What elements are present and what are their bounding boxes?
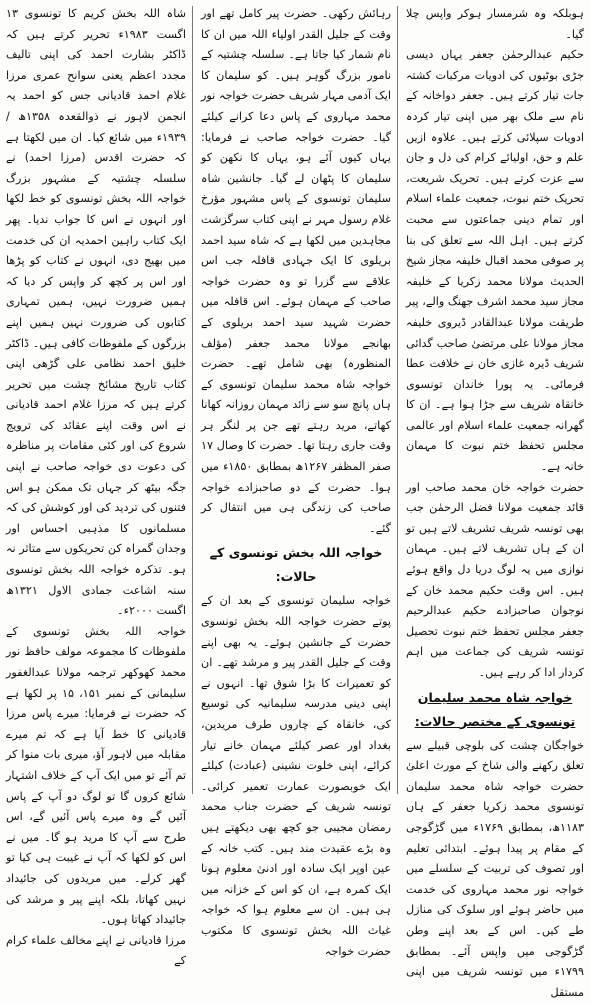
paragraph: رہائش رکھی۔ حضرت پیر کامل تھے اور وقت کے جلیل القدر اولیاء اللہ میں ان کا نام شمار کیا جاتا ہے۔ سلسلہ چشتیہ کے نامور بزرگ گوہر ہیں۔ کو سلیمان کا ایک آدمی مہار شریف حضرت خواجہ نور محمد مہاروی کے پاس دعا کرانے کیلئے گیا۔ حضرت خواجہ صاحب نے فرمایا: یہاں کیوں آئے ہو، یہاں کا نکھن کو سلیمان کا پٹھان لے گیا۔ جانشین شاہ سلیمان تونسوی کے پاس مشہور مؤرخ غلام رسول مہر نے اپنی کتاب سرگزشت مجاہدین میں لکھا ہے کہ شاہ سید احمد بریلوی کا ایک جہادی قافلہ جب اس علاقے سے گزرا تو وہ حضرت خواجہ صاحب کے مہمان ہوئے۔ اس قافلہ میں حضرت شہید سید احمد بریلوی کے بھانجے مولانا محمد جعفر (مؤلف المنظورہ) بھی شامل تھے۔ حضرت خواجہ شاہ محمد سلیمان تونسوی کے ہاں پانچ سو سے زائد مہمان روزانہ کھانا کھاتے، مرید رہتے تھے جن پر لنگر ہر وقت جاری رہتا تھا۔ حضرت کا وصال ۱۷ صفر المظفر ۱۲۶۷ھ بمطابق ۱۸۵۰ء میں ہوا۔ حضرت کے دو صاحبزادے خواجہ صاحب کی زندگی ہی میں انتقال کر گئے۔ [201, 7, 391, 535]
section-heading: خواجہ شاہ محمد سلیمان تونسوی کے مختصر حالات: [414, 689, 576, 729]
paragraph: حکیم عبدالرحمٰن جعفر یہاں دیسی جڑی بوٹیوں کی ادویات مرکبات کشتہ جات تیار کرتے ہیں۔ جعفر دواخانہ کے نام سے ملک بھر میں اپنی تیار کردہ ادویات سپلائی کرتے ہیں۔ علاوہ ازیں علم و حق، اولیائے کرام کی دل و جان سے عزت کرتے ہیں۔ تحریک شریعت، تحریک ختم نبوت، جمعیت علماء اسلام اور تمام دینی جماعتوں سے محبت کرتے ہیں۔ اہل اللہ سے تعلق کی بنا پر صوفی محمد اقبال خلیفہ مجاز شیخ الحدیث مولانا محمد زکریا کے خلیفہ مجاز سید محمد اشرف جھنگ والے، پیر طریقت مولانا عبدالقادر ڈیروی خلیفہ مجاز مولانا علی مرتضیٰ صاحب گدائی شریف ڈیرہ غازی خان نے خلافت عطا فرمائی۔ یہ پورا خاندان تونسوی خانقاہ شریف سے جڑا ہوا ہے۔ ان کا گھرانہ جمعیت علماء اسلام اور عالمی مجلس تحفظ ختم نبوت کا مہمان خانہ ہے۔ [405, 48, 584, 474]
column-divider [192, 6, 193, 794]
paragraph: مرزا قادیانی نے اپنے مخالف علماء کرام کے [6, 933, 186, 968]
paragraph: خواجگان چشت کی بلوچی قبیلے سے تعلق رکھنے والی شاخ کے مورث اعلیٰ حضرت خواجہ شاہ محمد سلیمان تونسوی محمد زکریا جعفر کے ہاں ۱۱۸۳ھ، بمطابق ۱۷۶۹ء میں گڑگوجی کے مقام پر پیدا ہوئے۔ ابتدائی تعلیم اور تصوف کی تربیت کے سلسلے میں خواجہ نور محمد مہاروی کی خدمت میں حاضر ہوئے اور سلوک کی منازل طے کیں۔ اس کے بعد اپنے وطن گڑگوجی میں واپس آئے۔ بمطابق ۱۷۹۹ء میں تونسہ شریف میں اپنی مستقل [406, 738, 584, 999]
paragraph: شاہ اللہ بخش کریم کا تونسوی ۱۳ اگست ۱۹۸۳ء تحریر کرتے ہیں کہ ڈاکٹر بشارت احمد کی اپنی تالیف مجدد اعظم یعنی سوانح عمری مرزا غلام احمد قادیانی جس کو احمد یہ انجمن لاہور نے ذوالقعدہ ۱۳۵۸ھ / ۱۹۳۹ء میں شائع کیا۔ ان میں لکھتا ہے کہ حضرت اقدس (مرزا احمد) نے سلسلہ چشتیہ کے مشہور بزرگ خواجہ اللہ بخش تونسوی کو خط لکھا اور انہوں نے اس کا جواب ندیا۔ پھر ایک کتاب راہین احمدیہ ان کی خدمت میں بھیج دی، انہوں نے کتاب کو پڑھا اور اس پر کچھ کر واپس کر دیا کہ ہمیں ضرورت نہیں، ہمیں تمہاری کتابوں کی ضرورت نہیں ہمیں اپنے بزرگوں کے ملفوظات کافی ہیں۔ ڈاکٹر خلیق احمد نظامی علی گڑھی اپنی کتاب تاریخ مشائخ چشت میں تحریر کرتے ہیں کہ مرزا غلام احمد قادیانی نے اس وقت اپنے عقائد کی ترویج شروع کی اور کئی مقامات پر مناظرہ کی دعوت دی خواجہ صاحب نے اپنی جگہ بیٹھ کر جہاں تک ممکن ہو اس فتنوں کی تردید کی اور کوشش کی کہ مسلمانوں کا مذہبی احساس اور وجدان گمراہ کن تحریکوں سے متاثر نہ ہو۔ تذکرہ خواجہ اللہ بخش تونسوی سنہ اشاعت جمادی الاول ۱۳۲۱ھ اگست ۲۰۰۰ء۔ [6, 7, 186, 618]
section-heading: خواجہ اللہ بخش تونسوی کے حالات: [209, 545, 383, 585]
column-right [405, 4, 584, 999]
column-divider [397, 6, 398, 794]
paragraph: ہوبلکہ وہ شرمسار ہوکر واپس چلا گیا۔ [406, 7, 584, 41]
column-left [6, 4, 187, 968]
column-middle [201, 4, 391, 958]
paragraph: حضرت خواجہ خان محمد صاحب اور قائد جمعیت مولانا فضل الرحمٰن جب بھی تونسہ شریف تشریف لاتے ہیں تو ان کے ہاں تشریف لاتے ہیں۔ مہمان نوازی میں یہ لوگ دریا دل واقع ہوئے ہیں۔ اس وقت حکیم محمد خان کے نوجوان صاحبزادے حکیم عبدالرحیم جعفر مجلس تحفظ ختم نبوت تحصیل تونسہ شریف کی جماعت میں اہم کردار ادا کر رہے ہیں۔ [406, 480, 584, 679]
paragraph: خواجہ اللہ بخش تونسوی کے ملفوظات کا مجموعہ مولف حافظ نور محمد کھوکھر ترجمہ مولانا عبدالغفور سلیمانی کے نمبر ۱۵۱، ۱۵ پر لکھا ہے کہ حضرت نے فرمایا: میرے پاس مرزا قادیانی کا خط آیا ہے کہ تم میرے مقابلہ میں لاہور آؤ، میری بات منوا کر تم آئے تو میں ایک آپ کے خلاف اشتہار شائع کروں گا تو لوگ دو آپ کے پاس آئیں گے وہ میرے پاس آئیں گے، اس طرح سے آپ کا مرید ہو گا۔ میں نے اس کو لکھا کہ آپ نے غیبت ہی کیا تو گھر کرلے۔ میں مریدوں کی جائیداد نہیں کھاتا، بلکہ اپنے پیر و مرشد کی جائیداد کھاتا ہوں۔ [6, 624, 187, 927]
paragraph: خواجہ سلیمان تونسوی کے بعد ان کے پوتے حضرت خواجہ اللہ بخش تونسوی حضرت کے جانشین ہوئے۔ یہ بھی اپنے وقت کے جلیل القدر پیر و مرشد تھے۔ ان کو تعمیرات کا بڑا شوق تھا۔ انہوں نے اپنی دینی مدرسہ سلیمانیہ کی توسیع کی، خانقاہ کے چاروں طرف مریدین، بغداد اور عصر کیلئے مہمان خانے تیار کرائے، اپنی خلوت نشینی (عبادت) کیلئے ایک خوبصورت عمارت تعمیر کرائی۔ تونسہ شریف کے حضرت جناب محمد رمضان مجیبی جو کچھ بھی دیکھتے ہیں وہ بڑے عقیدت مند ہیں۔ کتب خانہ کے عین اوپر ایک سادہ اور ادنیٰ معلوم ہونا ایک کمرہ ہے، ان کو اس کے خزانہ میں ہی ہیں۔ ان سے معلوم ہوا کہ خواجہ غیاث اللہ بخش تونسوی کا مکتوب حضرت خواجہ [201, 594, 391, 958]
